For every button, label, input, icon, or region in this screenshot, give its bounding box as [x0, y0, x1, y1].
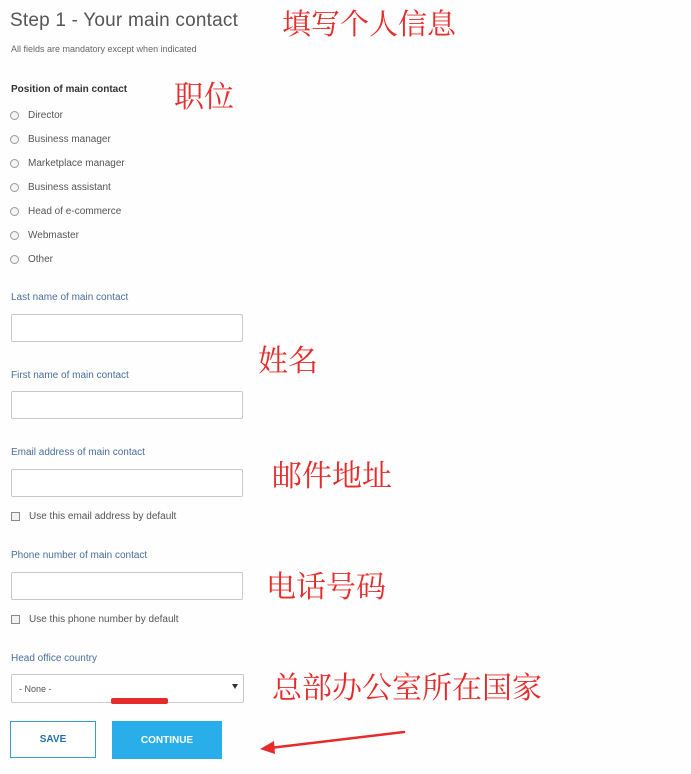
phone-input[interactable]: [11, 572, 243, 600]
form-subtitle: All fields are mandatory except when indicated: [11, 44, 197, 54]
country-selected-value: - None -: [19, 683, 52, 694]
radio-marketplace-manager[interactable]: [10, 156, 125, 170]
email-default-option[interactable]: [11, 511, 176, 522]
annotation-position: 职位: [174, 80, 234, 115]
annotation-underline-marker: [111, 698, 168, 704]
annotation-name: 姓名: [258, 344, 318, 379]
radio-label: Director: [28, 109, 64, 121]
phone-default-label: Use this phone number by default: [29, 614, 179, 625]
last-name-label: Last name of main contact: [11, 292, 129, 303]
radio-circle-icon[interactable]: [10, 255, 19, 264]
radio-director[interactable]: [10, 108, 63, 122]
email-default-label: Use this email address by default: [29, 511, 177, 522]
save-button[interactable]: SAVE: [10, 721, 96, 758]
annotation-head-office-country: 总部办公室所在国家: [272, 671, 542, 706]
annotation-phone: 电话号码: [266, 570, 386, 605]
position-label: Position of main contact: [11, 84, 128, 95]
radio-label: Other: [28, 253, 54, 265]
radio-label: Head of e-commerce: [28, 205, 122, 217]
radio-business-manager[interactable]: [10, 132, 111, 146]
radio-webmaster[interactable]: [10, 228, 79, 242]
phone-default-option[interactable]: [11, 614, 179, 625]
annotation-email: 邮件地址: [272, 459, 392, 494]
radio-head-of-ecommerce[interactable]: [10, 204, 121, 218]
radio-circle-icon[interactable]: [10, 231, 19, 240]
phone-default-checkbox[interactable]: [11, 615, 20, 624]
country-label: Head office country: [11, 653, 97, 664]
form-title: Step 1 - Your main contact: [10, 10, 239, 31]
radio-label: Webmaster: [28, 229, 79, 241]
radio-business-assistant[interactable]: [10, 180, 111, 194]
radio-circle-icon[interactable]: [10, 111, 19, 120]
first-name-label: First name of main contact: [11, 370, 129, 381]
radio-other[interactable]: [10, 252, 53, 266]
radio-circle-icon[interactable]: [10, 135, 19, 144]
email-default-checkbox[interactable]: [11, 512, 20, 521]
annotation-personal-info: 填写个人信息: [282, 7, 457, 41]
email-label: Email address of main contact: [11, 447, 145, 458]
dropdown-arrow-icon: [232, 684, 238, 689]
annotation-arrow-icon: [258, 728, 408, 754]
radio-label: Marketplace manager: [28, 157, 125, 169]
continue-button[interactable]: CONTINUE: [112, 721, 222, 759]
radio-circle-icon[interactable]: [10, 159, 19, 168]
last-name-input[interactable]: [11, 314, 243, 342]
radio-circle-icon[interactable]: [10, 207, 19, 216]
email-input[interactable]: [11, 469, 243, 497]
phone-label: Phone number of main contact: [11, 550, 148, 561]
radio-circle-icon[interactable]: [10, 183, 19, 192]
radio-label: Business assistant: [28, 181, 111, 193]
first-name-input[interactable]: [11, 391, 243, 419]
radio-label: Business manager: [28, 133, 111, 145]
